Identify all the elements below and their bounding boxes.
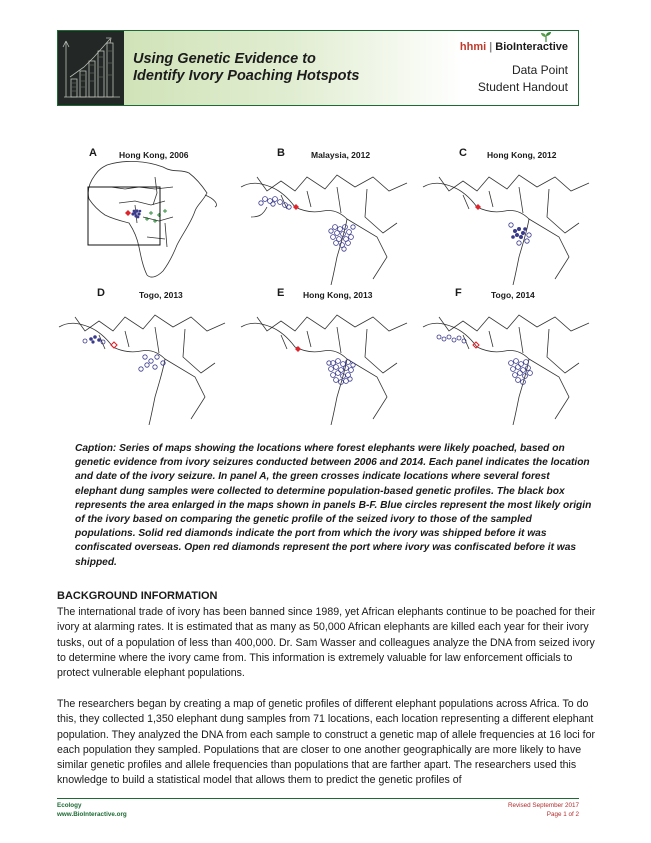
document-type: Data Point — [511, 63, 568, 77]
panel-letter: C — [459, 147, 467, 159]
panel-letter: A — [89, 147, 97, 159]
panel-title: Hong Kong, 2013 — [303, 290, 373, 300]
panel-letter: B — [277, 147, 285, 159]
map-panel-a — [55, 147, 233, 285]
logo-biointeractive: BioInteractive — [495, 41, 568, 53]
sprout-icon — [540, 32, 552, 42]
region-map — [419, 147, 597, 285]
footer-right — [508, 801, 579, 819]
panel-letter: F — [455, 287, 462, 299]
panel-title: Togo, 2014 — [491, 290, 535, 300]
africa-map — [55, 147, 233, 285]
brand-block — [398, 31, 578, 105]
page-footer — [57, 798, 579, 818]
region-map — [237, 147, 415, 285]
panel-title: Togo, 2013 — [139, 290, 183, 300]
panel-title: Hong Kong, 2012 — [487, 150, 557, 160]
map-panel-b — [237, 147, 415, 285]
map-panel-d — [55, 287, 233, 425]
map-figure — [55, 147, 595, 425]
panel-letter: E — [277, 287, 285, 299]
region-map — [419, 287, 597, 425]
footer-subject: Ecology — [57, 802, 82, 809]
map-panel-f — [419, 287, 597, 425]
footer-left — [57, 801, 127, 819]
panel-title: Hong Kong, 2006 — [119, 150, 189, 160]
header-banner — [57, 30, 579, 106]
document-title — [124, 31, 398, 105]
map-panel-c — [419, 147, 597, 285]
title-line-2: Identify Ivory Poaching Hotspots — [133, 68, 360, 84]
footer-revised-date: Revised September 2017 — [507, 802, 579, 809]
panel-title: Malaysia, 2012 — [311, 150, 371, 160]
logo-hhmi: hhmi — [459, 41, 487, 53]
document-audience: Student Handout — [477, 80, 568, 94]
region-map — [237, 287, 415, 425]
figure-caption: Caption: Series of maps showing the locations where forest elephants were likely poached, based on genetic evidence from ivory seizures conducted between 2006 and 2014. Each panel indicates the location and date of the ivory seizure. In panel A, the green crosses indicate locations where several forest elephant dung samples were collected to determine population-based genetic profiles. The black box represents the area enlarged in the maps shown in panels B-F. Blue circles represent the most likely origin of the ivory based on comparing the genetic profile of the seized ivory to those of the sampled populations. Solid red diamonds indicate the port from which the ivory was shipped before it was confiscated overseas. Open red diamonds represent the port where ivory was confiscated before it was shipped. — [75, 443, 592, 568]
panel-letter: D — [97, 287, 105, 299]
paragraph-1: The international trade of ivory has been banned since 1989, yet African elephants continue to be poached for their ivory at alarming rates. It is estimated that as many as 50,000 African elephants are killed each year for their ivory tusks, out of a population of less than 400,000. Dr. Sam Wasser and colleagues analyze the DNA from seized ivory to determine where the ivory came from. This information is extremely valuable for law enforcement officials to protect vulnerable elephant populations. — [57, 606, 596, 680]
logo-separator: | — [489, 41, 493, 53]
section-heading: BACKGROUND INFORMATION — [57, 590, 218, 602]
title-line-1: Using Genetic Evidence to — [133, 51, 316, 67]
footer-website-link[interactable]: www.BioInteractive.org — [57, 811, 127, 818]
map-panel-e — [237, 287, 415, 425]
region-map — [55, 287, 233, 425]
paragraph-2: The researchers began by creating a map of genetic profiles of different elephant populations across Africa. To do this, they collected 1,350 elephant dung samples from 71 locations, each location representing a different elephant population. They analyzed the DNA from each sample to construct a genetic map of allele frequencies at 16 loci for each population they sampled. Populations that are closer to one another geographically are more likely to have similar genetic profiles and allele frequencies than populations that are farther apart. The researchers used this knowledge to build a statistical model that allows them to predict the genetic profiles of — [57, 698, 596, 787]
chalkboard-image — [58, 31, 124, 105]
footer-page-number: Page 1 of 2 — [546, 811, 579, 818]
